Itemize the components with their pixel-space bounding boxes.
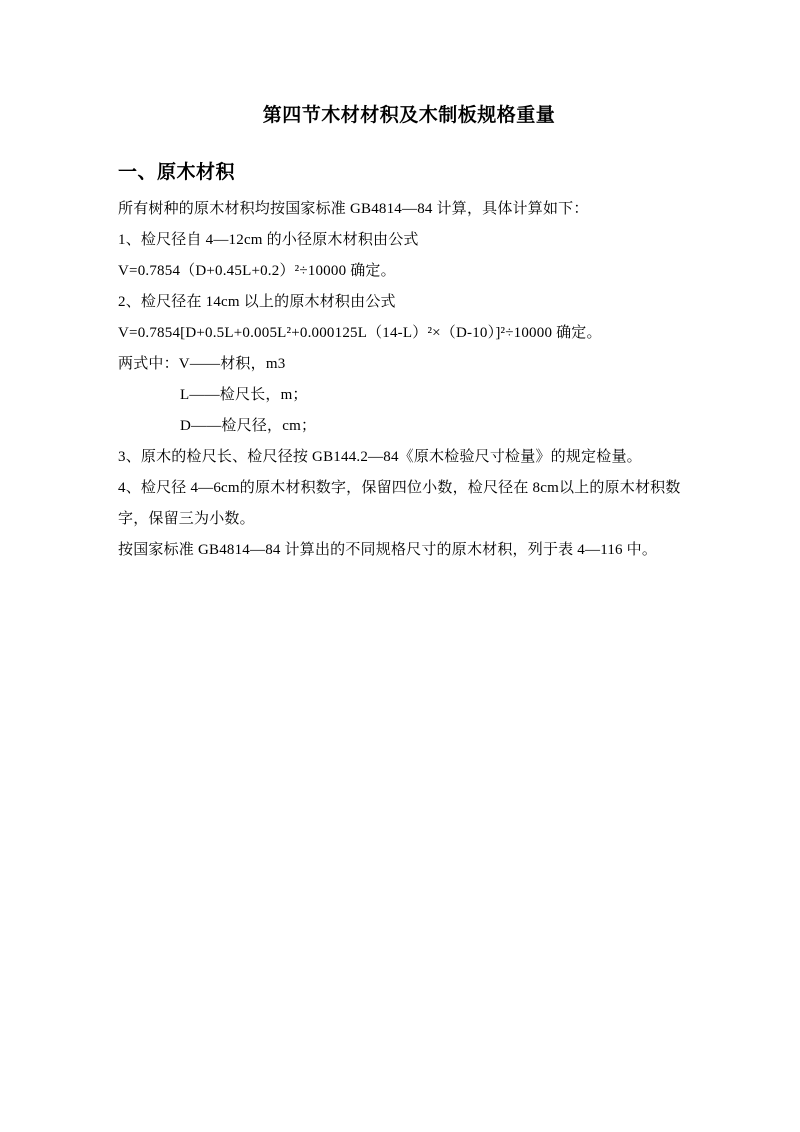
formula-2: V=0.7854[D+0.5L+0.005L²+0.000125L（14-L）²×（D-10）]²÷10000 确定。 [118,325,602,341]
page-title: 第四节木材材积及木制板规格重量 [262,105,556,126]
formula-1: V=0.7854（D+0.45L+0.2）²÷10000 确定。 [118,263,396,279]
section-heading: 一、原木材积 [118,162,236,183]
paragraph-item-3: 3、原木的检尺长、检尺径按 GB144.2—84《原木检验尺寸检量》的规定检量。 [118,449,642,465]
paragraph-item-1: 1、检尺径自 4—12cm 的小径原木材积由公式 [118,232,419,248]
paragraph-item-2: 2、检尺径在 14cm 以上的原木材积由公式 [118,294,396,310]
paragraph-item-4: 4、检尺径 4—6cm的原木材积数字，保留四位小数，检尺径在 8cm以上的原木材积数字，保留三为小数。 [118,480,681,527]
paragraph-intro: 所有树种的原木材积均按国家标准 GB4814—84 计算，具体计算如下： [118,201,589,217]
legend-d: D——检尺径，cm； [180,418,317,434]
legend-l: L——检尺长，m； [180,387,308,403]
legend-v: 两式中：V——材积，m3 [118,356,286,372]
paragraph-closing: 按国家标准 GB4814—84 计算出的不同规格尺寸的原木材积，列于表 4—116 中。 [118,542,658,558]
